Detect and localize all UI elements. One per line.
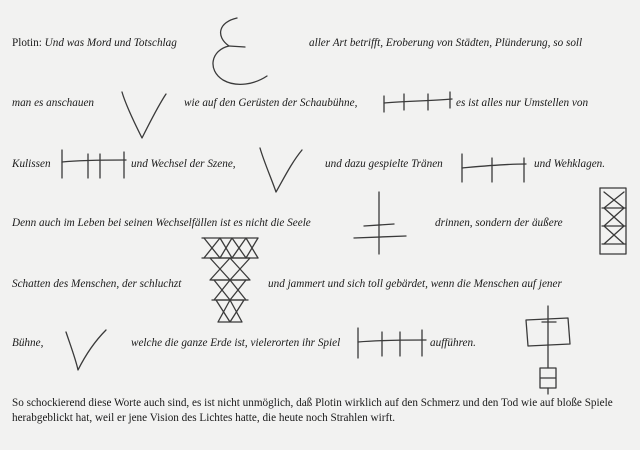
text-line-15: welche die ganze Erde ist, vielerorten ihr Spiel: [131, 337, 341, 349]
fence-sketch: [382, 86, 454, 114]
text-line-16: aufführen.: [430, 337, 476, 349]
text-line-12: Schatten des Menschen, der schluchzt: [12, 278, 182, 290]
text-line-1: Plotin: Und was Mord und Totschlag: [12, 37, 177, 49]
tower-sketch: [596, 186, 630, 256]
v-sketch: [120, 90, 170, 142]
closing-paragraph: So schockierend diese Worte auch sind, es ist nicht unmöglich, daß Plotin wirklich auf den Schmerz und den Tod wie auf bloße Spiele herabgeblickt hat, weil er jene Vision des Lichtes hatte, die heute noch Strahlen wirft.: [12, 397, 613, 424]
text-line-5: es ist alles nur Umstellen von: [456, 97, 589, 109]
text-line-8: und dazu gespielte Tränen: [325, 158, 443, 170]
text-line-7: und Wechsel der Szene,: [131, 158, 236, 170]
text-line-9: und Wehklagen.: [534, 158, 606, 170]
text-line-3: man es anschauen: [12, 97, 95, 109]
text-line-4: wie auf den Gerüsten der Schaubühne,: [184, 97, 358, 109]
cross-post-sketch: [350, 190, 408, 256]
speaker-label: Plotin:: [12, 37, 42, 49]
fence-sketch: [460, 152, 528, 184]
text-line-6: Kulissen: [12, 158, 51, 170]
v-sketch: [64, 328, 108, 374]
fence-sketch: [60, 148, 128, 180]
v-sketch: [258, 146, 304, 196]
diamond-stack-sketch: [200, 234, 260, 326]
text-line-13: und jammert und sich toll gebärdet, wenn die Menschen auf jener: [268, 278, 562, 290]
text-line-14: Bühne,: [12, 337, 44, 349]
text-line-11: drinnen, sondern der äußere: [435, 217, 563, 229]
epsilon-sketch: [205, 14, 275, 89]
text-line-10: Denn auch im Leben bei seinen Wechselfällen ist es nicht die Seele: [12, 217, 311, 229]
fence-sketch: [356, 326, 428, 360]
text-line-2: aller Art betrifft, Eroberung von Städten, Plünderung, so soll: [309, 37, 583, 49]
figure-box-sketch: [520, 302, 580, 396]
